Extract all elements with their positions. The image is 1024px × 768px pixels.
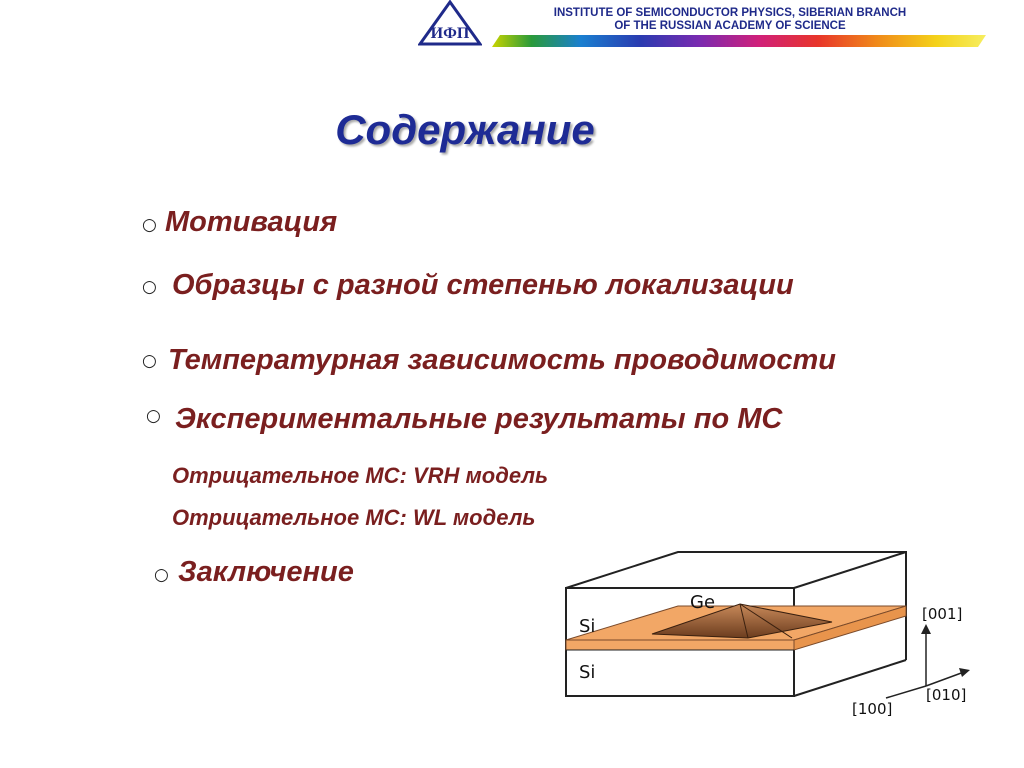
bullet-mark: ○ [142,277,157,297]
item-temperature: Температурная зависимость проводимости [168,344,837,376]
bullet-mark: ○ [142,351,157,371]
bullet-mark: ○ [146,406,161,426]
label-si-bottom: Si [579,662,596,683]
institute-line-2: OF THE RUSSIAN ACADEMY OF SCIENCE [614,20,846,32]
label-ge: Ge [690,592,716,613]
slide-title: Содержание [335,106,595,153]
bullet-mark: ○ [154,565,169,585]
axis-001-label: [001] [922,605,963,623]
institute-logo [418,0,482,48]
item-conclusion: Заключение [178,556,354,588]
item-motivation: Мотивация [165,206,338,238]
axis-010-label: [010] [926,686,967,704]
subitem-vrh: Отрицательное МС: VRH модель [172,463,549,488]
rainbow-banner [492,34,986,46]
ge-si-structure-diagram [560,548,980,758]
item-samples: Образцы с разной степенью локализации [172,269,794,301]
institute-name [520,7,940,33]
subitem-wl: Отрицательное МС: WL модель [172,505,536,530]
logo-text: ИФП [430,25,470,42]
axis-100-label: [100] [852,700,893,718]
bullet-mark: ○ [142,215,157,235]
label-si-top: Si [579,616,596,637]
item-experimental: Экспериментальные результаты по МС [175,403,783,435]
institute-line-1: INSTITUTE OF SEMICONDUCTOR PHYSICS, SIBERIAN BRANCH [553,7,907,19]
